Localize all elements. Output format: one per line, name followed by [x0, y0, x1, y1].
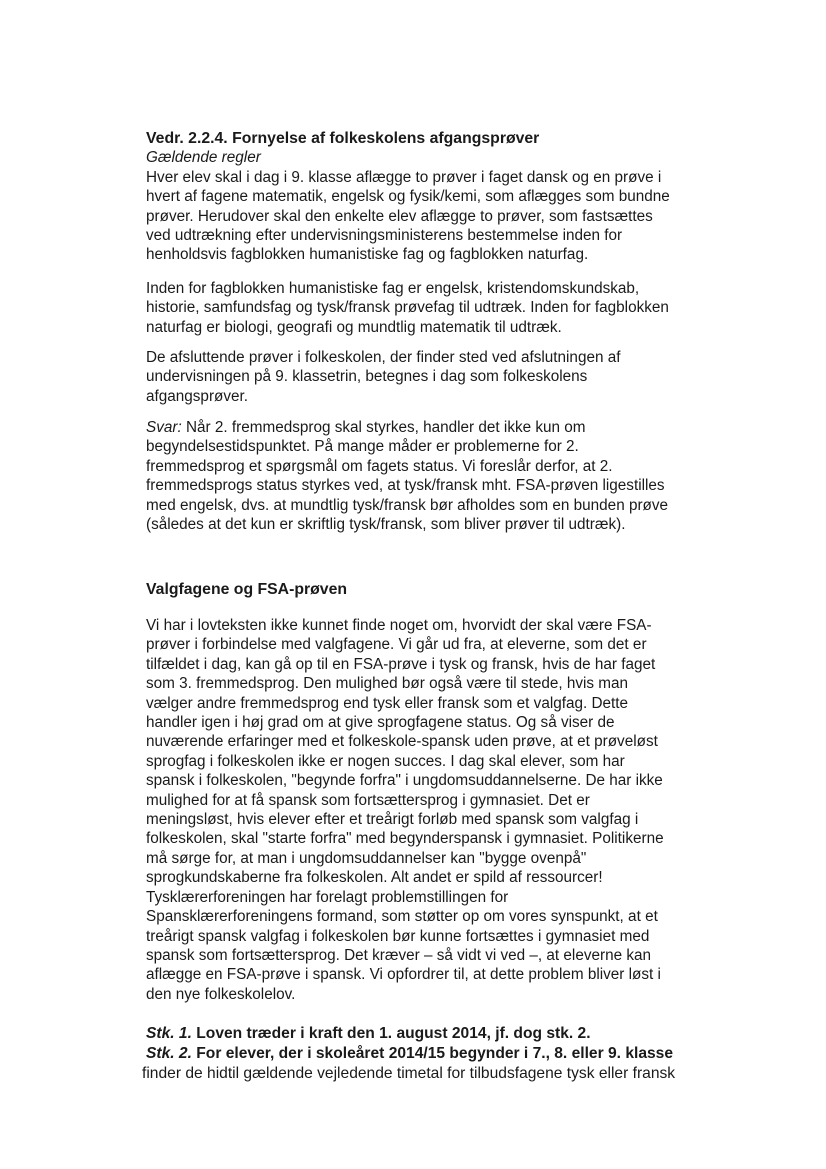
- text-line: prøver. Herudover skal den enkelte elev aflægge to prøver, som fastsættes: [146, 207, 653, 225]
- paragraph-valgfag: [146, 616, 706, 1004]
- text-line: sprogkundskaberne fra folkeskolen. Alt andet er spild af ressourcer!: [146, 869, 603, 887]
- section-valgfagene: [146, 580, 706, 599]
- text-line: meningsløst, hvis elever efter et treårigt forløb med spansk som valgfag i: [146, 811, 639, 829]
- stk-1-label: Stk. 1.: [146, 1025, 192, 1042]
- text-line: fremmedsprog et spørgsmål om fagets status. Vi foreslår derfor, at 2.: [146, 457, 613, 475]
- stk-1: [146, 1024, 706, 1044]
- text-line: naturfag er biologi, geografi og mundtlig matematik til udtræk.: [146, 318, 562, 336]
- section-fornyelse: [146, 129, 706, 265]
- paragraph-afgangsproever: [146, 348, 706, 406]
- text-line: historie, samfundsfag og tysk/fransk prøvefag til udtræk. Inden for fagblokken: [146, 299, 669, 317]
- text-line: Spansklærerforeningens formand, som støtter op om vores synspunkt, at et: [146, 908, 658, 926]
- text-line: treårigt spansk valgfag i folkeskolen bør kunne fortsættes i gymnasiet med: [146, 927, 650, 945]
- paragraph-svar: [146, 418, 706, 534]
- stk-1-text: Loven træder i kraft den 1. august 2014, jf. dog stk. 2.: [191, 1025, 591, 1042]
- text-line: Hver elev skal i dag i 9. klasse aflægge to prøver i faget dansk og en prøve i: [146, 168, 662, 186]
- text-line: De afsluttende prøver i folkeskolen, der finder sted ved afslutningen af: [146, 349, 621, 366]
- text-line: vælger andre fremmedsprog end tysk eller fransk som et valgfag. Dette: [146, 694, 629, 712]
- text-line: ved udtrækning efter undervisningsministerens bestemmelse inden for: [146, 227, 623, 245]
- text-line: folkeskolen, skal "starte forfra" med begynderspansk i gymnasiet. Politikerne: [146, 830, 664, 848]
- text-line: tilfældet i dag, kan gå op til en FSA-prøve i tysk og fransk, hvis de har faget: [146, 655, 656, 673]
- stk-2-text: For elever, der i skoleåret 2014/15 begynder i 7., 8. eller 9. klasse: [191, 1044, 674, 1062]
- text-line: som 3. fremmedsprog. Den mulighed bør også være til stede, hvis man: [146, 675, 629, 693]
- text-line: Tysklærerforeningen har forelagt problemstillingen for: [146, 888, 509, 906]
- text-line: nuværende erfaringer med et folkeskole-spansk uden prøve, at et prøveløst: [146, 733, 658, 751]
- section-heading: Vedr. 2.2.4. Fornyelse af folkeskolens afgangsprøver: [146, 130, 540, 147]
- svar-label: Svar:: [146, 419, 182, 436]
- law-text: [146, 1024, 706, 1063]
- section-subheading: Gældende regler: [146, 149, 261, 167]
- text-line: undervisningen på 9. klassetrin, betegnes i dag som folkeskolens: [146, 368, 588, 386]
- stk-2: [146, 1044, 706, 1064]
- paragraph-gaeldende-regler: [146, 168, 706, 265]
- text-line: prøver i forbindelse med valgfagene. Vi går ud fra, at eleverne, som det er: [146, 636, 647, 654]
- text-line: afgangsprøver.: [146, 387, 249, 405]
- text-line: henholdsvis fagblokken humanistiske fag og fagblokken naturfag.: [146, 246, 589, 264]
- text-line: aflægge en FSA-prøve i spansk. Vi opfordrer til, at dette problem bliver løst i: [146, 966, 661, 984]
- section-heading: Valgfagene og FSA-prøven: [146, 581, 348, 598]
- text-line: [146, 418, 706, 437]
- text-line: hvert af fagene matematik, engelsk og fysik/kemi, som aflægges som bundne: [146, 188, 670, 206]
- text-line: finder de hidtil gældende vejledende timetal for tilbudsfagene tysk eller fransk: [142, 1065, 676, 1082]
- svar-text: Når 2. fremmedsprog skal styrkes, handler det ikke kun om: [181, 419, 586, 436]
- text-line: med engelsk, dvs. at mundtlig tysk/fransk bør afholdes som en bunden prøve: [146, 496, 669, 514]
- text-line: må sørge for, at man i ungdomsuddannelser kan "bygge ovenpå": [146, 849, 587, 867]
- paragraph-fagblokke: [146, 279, 706, 337]
- text-line: spansk i folkeskolen, "begynde forfra" i ungdomsuddannelserne. De har ikke: [146, 772, 663, 790]
- text-line: begyndelsestidspunktet. På mange måder er problemerne for 2.: [146, 438, 579, 456]
- text-line: den nye folkeskolelov.: [146, 985, 296, 1003]
- text-line: handler igen i høj grad om at give sprogfagene status. Og så viser de: [146, 714, 615, 732]
- stk-2-label: Stk. 2.: [146, 1044, 192, 1062]
- text-line: Inden for fagblokken humanistiske fag er engelsk, kristendomskundskab,: [146, 280, 640, 297]
- text-line: fremmedsprogs status styrkes ved, at tysk/fransk mht. FSA-prøven ligestilles: [146, 477, 665, 495]
- text-line: sprogfag i folkeskolen ikke er nogen succes. I dag skal elever, som har: [146, 752, 625, 770]
- text-line: Vi har i lovteksten ikke kunnet finde noget om, hvorvidt der skal være FSA-: [146, 617, 652, 634]
- text-line: spansk som fortsættersprog. Det kræver – så vidt vi ved –, at eleverne kan: [146, 946, 652, 964]
- text-line: mulighed for at få spansk som fortsættersprog i gymnasiet. Det er: [146, 791, 590, 809]
- text-line: (således at det kun er skriftlig tysk/fransk, som bliver prøver til udtræk).: [146, 516, 626, 534]
- law-continuation: [142, 1064, 702, 1084]
